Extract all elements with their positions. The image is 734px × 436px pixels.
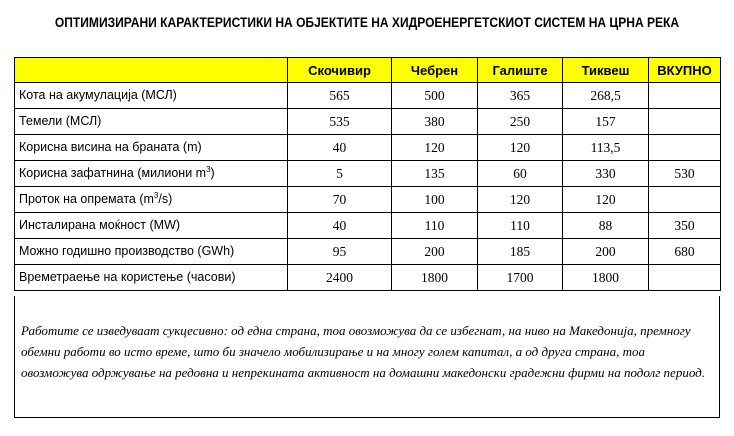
table-cell	[649, 187, 721, 213]
table-cell: 680	[649, 239, 721, 265]
table-row	[15, 109, 721, 135]
table-cell: 500	[392, 83, 478, 109]
row-label-suffix: )	[210, 166, 215, 181]
table-cell: 120	[563, 187, 649, 213]
table-cell: 1800	[563, 265, 649, 291]
table-cell: 70	[288, 187, 392, 213]
table-cell: 2400	[288, 265, 392, 291]
table-header-row	[15, 58, 721, 83]
table-row	[15, 213, 721, 239]
characteristics-table	[14, 57, 721, 291]
table-row	[15, 239, 721, 265]
table-cell: 60	[478, 161, 563, 187]
row-label	[15, 161, 288, 187]
table-cell: 100	[392, 187, 478, 213]
table-cell: 157	[563, 109, 649, 135]
row-label-text: Проток на опремата (m	[19, 192, 154, 207]
row-label: Темели (МСЛ)	[15, 109, 288, 135]
table-cell: 110	[478, 213, 563, 239]
table-cell: 365	[478, 83, 563, 109]
header-cell-tikvesh: Тиквеш	[563, 58, 649, 83]
row-label-superscript: 3	[153, 191, 159, 201]
table-cell	[649, 83, 721, 109]
table-cell: 120	[478, 187, 563, 213]
row-label: Корисна висина на браната (m)	[15, 135, 288, 161]
note-box	[14, 296, 720, 418]
table-cell: 40	[288, 135, 392, 161]
header-cell-blank	[15, 58, 288, 83]
table-cell: 5	[288, 161, 392, 187]
table-row	[15, 83, 721, 109]
header-cell-galishte: Галиште	[478, 58, 563, 83]
table-cell: 200	[392, 239, 478, 265]
table-cell: 113,5	[563, 135, 649, 161]
table-cell	[649, 135, 721, 161]
table-cell: 88	[563, 213, 649, 239]
row-label	[15, 187, 288, 213]
table-cell: 250	[478, 109, 563, 135]
table-row	[15, 161, 721, 187]
row-label: Инсталирана моќност (MW)	[15, 213, 288, 239]
row-label: Кота на акумулација (МСЛ)	[15, 83, 288, 109]
table-cell: 120	[392, 135, 478, 161]
table-cell: 120	[478, 135, 563, 161]
page-title: ОПТИМИЗИРАНИ КАРАКТЕРИСТИКИ НА ОБЈЕКТИТЕ НА ХИДРОЕНЕРГЕТСКИОТ СИСТЕМ НА ЦРНА РЕКА	[54, 14, 680, 30]
table-cell	[649, 265, 721, 291]
table-row	[15, 265, 721, 291]
table-cell: 1700	[478, 265, 563, 291]
row-label: Времетраење на користење (часови)	[15, 265, 288, 291]
row-label-text: Корисна зафатнина (милиони m	[19, 166, 207, 181]
table-cell: 380	[392, 109, 478, 135]
table-cell: 110	[392, 213, 478, 239]
table-cell: 40	[288, 213, 392, 239]
table-cell: 565	[288, 83, 392, 109]
table-cell: 535	[288, 109, 392, 135]
row-label: Можно годишно производство (GWh)	[15, 239, 288, 265]
table-row	[15, 135, 721, 161]
table-cell: 95	[288, 239, 392, 265]
table-cell: 135	[392, 161, 478, 187]
table-row	[15, 187, 721, 213]
row-label-suffix: /s)	[158, 192, 173, 207]
header-cell-total: ВКУПНО	[649, 58, 721, 83]
table-cell: 1800	[392, 265, 478, 291]
table-cell: 268,5	[563, 83, 649, 109]
header-cell-skochivir: Скочивир	[288, 58, 392, 83]
row-label-superscript: 3	[206, 165, 211, 175]
table-cell	[649, 109, 721, 135]
table-cell: 530	[649, 161, 721, 187]
table-cell: 350	[649, 213, 721, 239]
header-cell-chebren: Чебрен	[392, 58, 478, 83]
table-cell: 330	[563, 161, 649, 187]
note-text: Работите се изведуваат сукцесивно: од една страна, тоа овозможува да се избегнат, на ниво на Македонија, премногу обемни работи во исто време, што би значело мобилизирање и на многу голем капитал, а од друга страна, тоа овозможува одржување на редовна и непрекината активност на домашни македонски градежни фирми на подолг период.	[21, 323, 705, 380]
table-cell: 185	[478, 239, 563, 265]
table-cell: 200	[563, 239, 649, 265]
